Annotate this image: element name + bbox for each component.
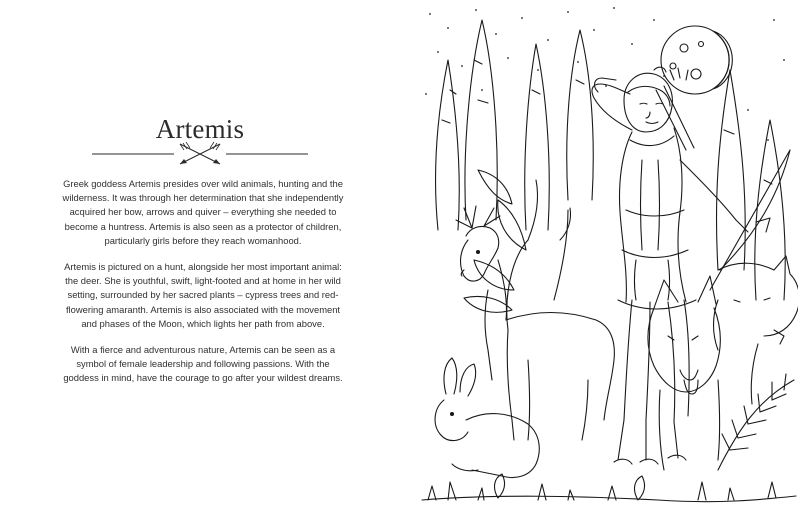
- ground: [422, 474, 796, 502]
- moon-icon: [661, 26, 732, 94]
- description: [60, 177, 346, 398]
- crossed-arrows-icon: [92, 138, 308, 168]
- page-title: Artemis: [155, 114, 245, 144]
- paragraph: With a fierce and adventurous nature, Artemis can be seen as a symbol of female leadership and following passions. With the goddess in mind, have the courage to go after your wildest dreams.: [63, 344, 343, 384]
- illustration-page: [400, 0, 800, 519]
- paragraph: Artemis is pictured on a hunt, alongside her most important animal: the deer. She is youthful, swift, light-footed and at home in her wild setting, surrounded by her sacred plants – cypress trees and red-flowering amaranth. Artemis is also associated with the movement and phases of the Moon, which lights her path from above.: [64, 261, 342, 329]
- deer: [456, 206, 614, 440]
- bow: [710, 150, 790, 290]
- fern: [718, 374, 794, 470]
- artemis-illustration: [418, 0, 798, 519]
- rabbit: [435, 358, 539, 478]
- paragraph: Greek goddess Artemis presides over wild animals, hunting and the wilderness. It was through her determination that she independently acquired her bow, arrows and quiver – everything she needed to become a huntress. Artemis is also seen as a protector of children, particularly girls before they reach womanhood.: [62, 178, 344, 246]
- amaranth-plant: [464, 170, 571, 330]
